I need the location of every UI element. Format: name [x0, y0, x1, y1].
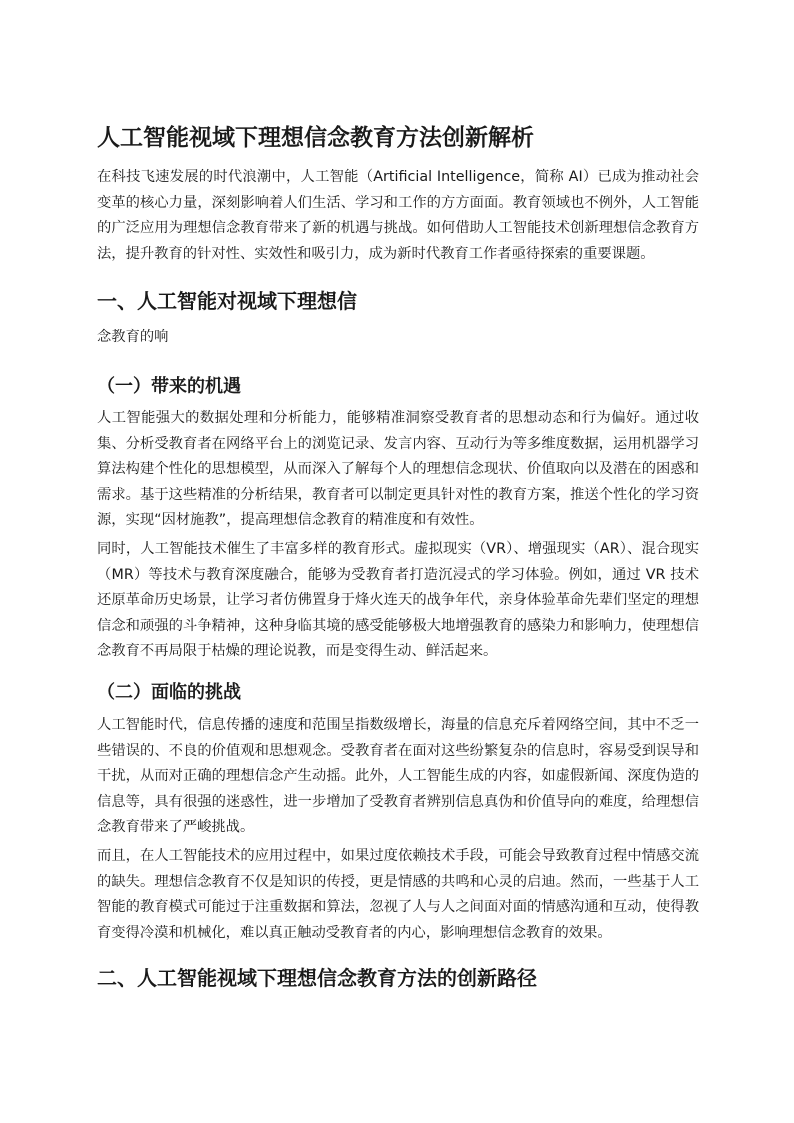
subsection1-heading: （一）带来的机遇 [97, 376, 241, 397]
document-title: 人工智能视域下理想信念教育方法创新解析 [97, 125, 534, 151]
section1-heading-continuation: 念教育的响 [97, 329, 169, 345]
subsection2-paragraph-1: 人工智能时代，信息传播的速度和范围呈指数级增长，海量的信息充斥着网络空间，其中不乏一些错误的、不良的价值观和思想观念。受教育者在面对这些纷繁复杂的信息时，容易受到误导和干扰，从而对正确的理想信念产生动摇。此外，人工智能生成的内容，如虚假新闻、深度伪造的信息等，具有很强的迷惑性，进一步增加了受教育者辨别信息真伪和价值导向的难度，给理想信念教育带来了严峻挑战。 [97, 717, 699, 835]
subsection1-paragraph-1: 人工智能强大的数据处理和分析能力，能够精准洞察受教育者的思想动态和行为偏好。通过收集、分析受教育者在网络平台上的浏览记录、发言内容、互动行为等多维度数据，运用机器学习算法构建个性化的思想模型，从而深入了解每个人的理想信念现状、价值取向以及潜在的困惑和需求。基于这些精准的分析结果，教育者可以制定更具针对性的教育方案，推送个性化的学习资源，实现“因材施教”，提高理想信念教育的精准度和有效性。 [97, 410, 699, 528]
subsection2-heading: （二）面临的挑战 [97, 682, 241, 703]
section1-heading: 一、人工智能对视域下理想信 [97, 289, 357, 313]
section2-heading: 二、人工智能视域下理想信念教育方法的创新路径 [97, 966, 537, 990]
subsection2-paragraph-2: 而且，在人工智能技术的应用过程中，如果过度依赖技术手段，可能会导致教育过程中情感交流的缺失。理想信念教育不仅是知识的传授，更是情感的共鸣和心灵的启迪。然而，一些基于人工智能的教育模式可能过于注重数据和算法，忽视了人与人之间面对面的情感沟通和互动，使得教育变得冷漠和机械化，难以真正触动受教育者的内心，影响理想信念教育的效果。 [97, 848, 699, 941]
intro-paragraph: 在科技飞速发展的时代浪潮中，人工智能（Artificial Intelligence，简称 AI）已成为推动社会变革的核心力量，深刻影响着人们生活、学习和工作的方方面面。教育领域也不例外，人工智能的广泛应用为理想信念教育带来了新的机遇与挑战。如何借助人工智能技术创新理想信念教育方法，提升教育的针对性、实效性和吸引力，成为新时代教育工作者亟待探索的重要课题。 [97, 169, 699, 262]
subsection1-paragraph-2: 同时，人工智能技术催生了丰富多样的教育形式。虚拟现实（VR）、增强现实（AR）、混合现实（MR）等技术与教育深度融合，能够为受教育者打造沉浸式的学习体验。例如，通过 VR 技术还原革命历史场景，让学习者仿佛置身于烽火连天的战争年代，亲身体验革命先辈们坚定的理想信念和顽强的斗争精神，这种身临其境的感受能够极大地增强教育的感染力和影响力，使理想信念教育不再局限于枯燥的理论说教，而是变得生动、鲜活起来。 [97, 541, 699, 659]
